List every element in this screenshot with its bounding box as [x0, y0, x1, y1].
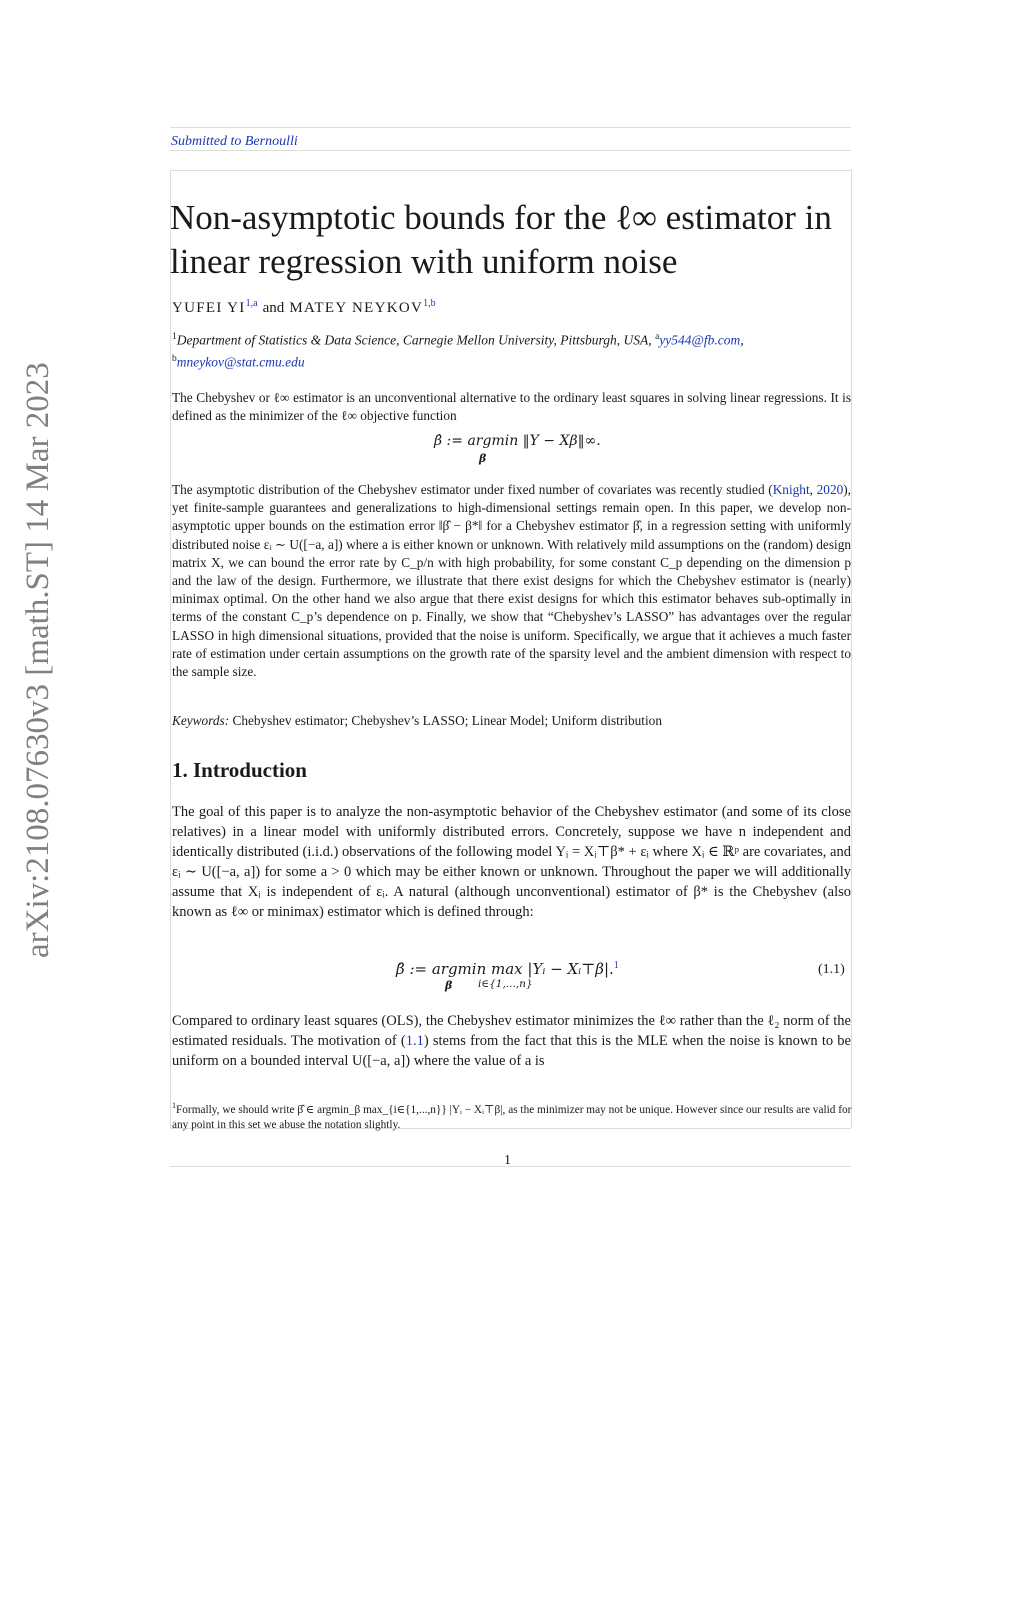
- header-rule-top: [170, 127, 851, 128]
- main-equation: [396, 960, 656, 1000]
- email-a-sup: a: [655, 332, 660, 342]
- author-1: YUFEI YI: [172, 300, 246, 316]
- title-line-1: Non-asymptotic bounds for the ℓ∞ estimator in: [170, 198, 832, 237]
- frame-top: [170, 170, 851, 171]
- email-b-sup: b: [172, 353, 177, 364]
- abstract-para-2: The asymptotic distribution of the Chebyshev estimator under fixed number of covariates was recently studied (Knight, 2020), yet finite-sample guarantees and generalizations to high-dimensional settings remain open. In this paper, we develop non-asymptotic upper bounds on the estimation error ‖β̂ − β*‖ for a Chebyshev estimator β̂, in a regression setting with uniformly distributed noise εᵢ ∼ U([−a, a]) where a is either known or unknown. With relatively mild assumptions on the (random) design matrix X, we can bound the error rate by C_p/n with high probability, for some constant C_p depending on the dimension p and the law of the design. Furthermore, we illustrate that there exist designs for which the Chebyshev estimator is (nearly) minimax optimal. On the other hand we also argue that there exist designs for which this estimator behaves sub-optimally in terms of the constant C_p’s dependence on p. Finally, we show that “Chebyshev’s LASSO” has advantages over the regular LASSO in high dimensional situations, provided that the noise is uniform. Specifically, we argue that it achieves a much faster rate of estimation under certain assumptions on the growth rate of the sparsity level and the ambient dimension with respect to the sample size.: [172, 482, 851, 680]
- abstract-p2-start: The asymptotic distribution of the Chebyshev estimator under fixed number of covariates was recently studied (: [172, 482, 773, 497]
- author-and: and: [262, 300, 285, 316]
- email-b-link[interactable]: mneykov@stat.cmu.edu: [176, 354, 305, 369]
- intro-para-1: The goal of this paper is to analyze the non-asymptotic behavior of the Chebyshev estimator (and some of its close relatives) in a linear model with uniformly distributed errors. Concretely, suppose we have n independent and identically distributed (i.i.d.) observations of the following model Yᵢ = Xᵢ⊤β* + εᵢ where Xᵢ ∈ ℝᵖ are covariates, and εᵢ ∼ U([−a, a]) for some a > 0 which may be either known or unknown. Throughout the paper we will additionally assume that Xᵢ is independent of εᵢ. A natural (although unconventional) estimator of β* is the Chebyshev (also known as ℓ∞ or minimax) estimator which is defined through:: [172, 804, 851, 920]
- footnote-number: 1: [172, 1101, 176, 1110]
- abstract-equation: [434, 433, 634, 469]
- footnote-marker[interactable]: 1: [613, 960, 619, 971]
- abstract-eq-sub: β: [479, 452, 487, 465]
- footnote: [172, 1098, 852, 1134]
- authors: [172, 298, 436, 317]
- journal-label[interactable]: Submitted to Bernoulli: [171, 134, 298, 149]
- author-2: MATEY NEYKOV: [289, 300, 424, 316]
- frame-left: [170, 170, 171, 1128]
- footnote-text: Formally, we should write β̂ ∈ argmin_β max_{i∈{1,...,n}} |Yᵢ − Xᵢ⊤β|, as the minimizer may not be unique. However since our results are valid for any point in this set we abuse the notation slightly.: [172, 1103, 852, 1132]
- paper-title: [170, 196, 850, 284]
- email-a-link[interactable]: yy544@fb.com: [659, 332, 741, 348]
- author-2-sup[interactable]: 1,b: [423, 298, 436, 309]
- affil-sup: 1: [172, 332, 177, 342]
- equation-ref[interactable]: 1.1: [405, 1033, 424, 1049]
- arxiv-sidebar: [18, 362, 58, 1598]
- frame-right: [851, 170, 852, 1128]
- intro-p2-start: Compared to ordinary least squares (OLS), the Chebyshev estimator minimizes the ℓ∞ rather than the ℓ₂ norm of the estimated residuals. The motivation of (: [172, 1013, 851, 1049]
- abstract-eq-text: β̂ := argmin ‖Y − Xβ‖∞.: [434, 433, 601, 449]
- citation-author[interactable]: Knight: [772, 482, 810, 497]
- main-eq-sub-left: β: [445, 979, 453, 992]
- title-line-2: linear regression with uniform noise: [170, 242, 678, 281]
- equation-number: (1.1): [818, 962, 845, 977]
- keywords: [172, 712, 851, 730]
- header-rule-bottom: [170, 150, 851, 151]
- keywords-label: Keywords:: [172, 713, 230, 728]
- main-eq-sub-right: i∈{1,...,n}: [478, 978, 533, 990]
- keywords-text: Chebyshev estimator; Chebyshev’s LASSO; Linear Model; Uniform distribution: [232, 713, 662, 728]
- page-number: 1: [504, 1153, 511, 1168]
- intro-p2-end: ) stems from the fact that this is the MLE when the noise is known to be uniform on a bounded interval U([−a, a]) where the value of a is: [172, 1033, 851, 1069]
- affiliation-text: Department of Statistics & Data Science, Carnegie Mellon University, Pittsburgh, USA,: [176, 332, 652, 348]
- intro-para-2: [172, 1011, 851, 1071]
- abstract-para-1: The Chebyshev or ℓ∞ estimator is an unconventional alternative to the ordinary least squares in solving linear regressions. It is defined as the minimizer of the ℓ∞ objective function: [172, 390, 851, 424]
- arxiv-id: arXiv:2108.07630v3 [math.ST] 14 Mar 2023: [20, 362, 56, 958]
- citation-year[interactable]: 2020: [816, 482, 844, 497]
- section-title: 1. Introduction: [172, 758, 307, 782]
- abstract-p2-end: ), yet finite-sample guarantees and generalizations to high-dimensional settings remain open. In this paper, we develop non-asymptotic upper bounds on the estimation error ‖β̂ − β*‖ for a Chebyshev estimator β̂, in a regression setting with uniformly distributed noise εᵢ ∼ U([−a, a]) where a is either known or unknown. With relatively mild assumptions on the (random) design matrix X, we can bound the error rate by C_p/n with high probability, for some constant C_p depending on the dimension p and the law of the design. Furthermore, we illustrate that there exist designs for which the Chebyshev estimator is (nearly) minimax optimal. On the other hand we also argue that there exist designs for which this estimator behaves sub-optimally in terms of the constant C_p’s dependence on p. Finally, we show that “Chebyshev’s LASSO” has advantages over the regular LASSO in high dimensional situations, provided that the noise is uniform. Specifically, we argue that it achieves a much faster rate of estimation under certain assumptions on the growth rate of the sparsity level and the ambient dimension with respect to the sample size.: [172, 482, 851, 680]
- affiliation: $^1$Department of Statistics & Data Science, Carnegie Mellon University, Pittsburgh, USA, $^a$yy544@fb.com, $^b$mneykov@stat.cmu.edu: [172, 332, 744, 369]
- author-1-sup[interactable]: 1,a: [245, 298, 258, 309]
- main-eq-text: β̂ := argmin max |Yᵢ − Xᵢ⊤β|.: [396, 960, 614, 978]
